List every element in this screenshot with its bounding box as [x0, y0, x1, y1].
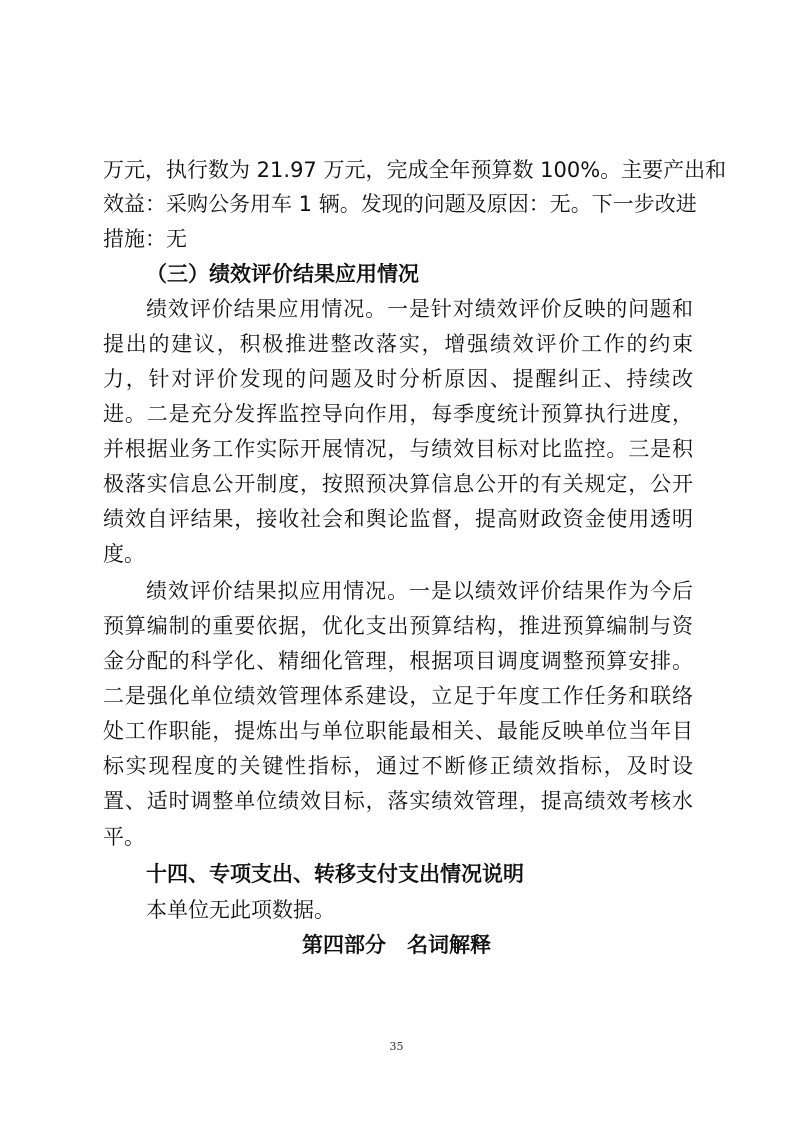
paragraph-line: 度。 — [103, 542, 145, 566]
text-line: 效益：采购公务用车 1 辆。发现的问题及原因：无。下一步改进 — [103, 192, 697, 216]
text-line: 措施：无 — [103, 227, 187, 251]
paragraph-line: 并根据业务工作实际开展情况，与绩效目标对比监控。三是积 — [103, 437, 693, 461]
part-title: 第四部分 名词解释 — [302, 933, 491, 957]
paragraph-line: 标实现程度的关键性指标，通过不断修正绩效指标，及时设 — [103, 754, 693, 778]
paragraph-line: 极落实信息公开制度，按照预决算信息公开的有关规定，公开 — [103, 472, 693, 496]
section-heading: 十四、专项支出、转移支付支出情况说明 — [146, 862, 524, 886]
paragraph-line: 绩效自评结果，接收社会和舆论监督，提高财政资金使用透明 — [103, 507, 693, 531]
paragraph-line: 绩效评价结果应用情况。一是针对绩效评价反映的问题和 — [146, 297, 693, 321]
paragraph-line: 预算编制的重要依据，优化支出预算结构，推进预算编制与资 — [103, 614, 693, 638]
paragraph-line: 提出的建议，积极推进整改落实，增强绩效评价工作的约束 — [103, 332, 693, 356]
page-number: 35 — [389, 1040, 404, 1053]
paragraph-line: 力，针对评价发现的问题及时分析原因、提醒纠正、持续改 — [103, 367, 693, 391]
text-line: 万元，执行数为 21.97 万元，完成全年预算数 100%。主要产出和 — [103, 158, 727, 182]
section-heading: （三）绩效评价结果应用情况 — [146, 262, 419, 286]
paragraph-line: 金分配的科学化、精细化管理，根据项目调度调整预算安排。 — [103, 649, 693, 673]
paragraph-line: 置、适时调整单位绩效目标，落实绩效管理，提高绩效考核水 — [103, 789, 693, 813]
paragraph-line: 绩效评价结果拟应用情况。一是以绩效评价结果作为今后 — [146, 579, 693, 603]
paragraph-line: 进。二是充分发挥监控导向作用，每季度统计预算执行进度， — [103, 402, 693, 426]
paragraph-line: 处工作职能，提炼出与单位职能最相关、最能反映单位当年目 — [103, 719, 693, 743]
paragraph-line: 本单位无此项数据。 — [146, 898, 335, 922]
paragraph-line: 二是强化单位绩效管理体系建设，立足于年度工作任务和联络 — [103, 684, 693, 708]
paragraph-line: 平。 — [103, 825, 145, 849]
